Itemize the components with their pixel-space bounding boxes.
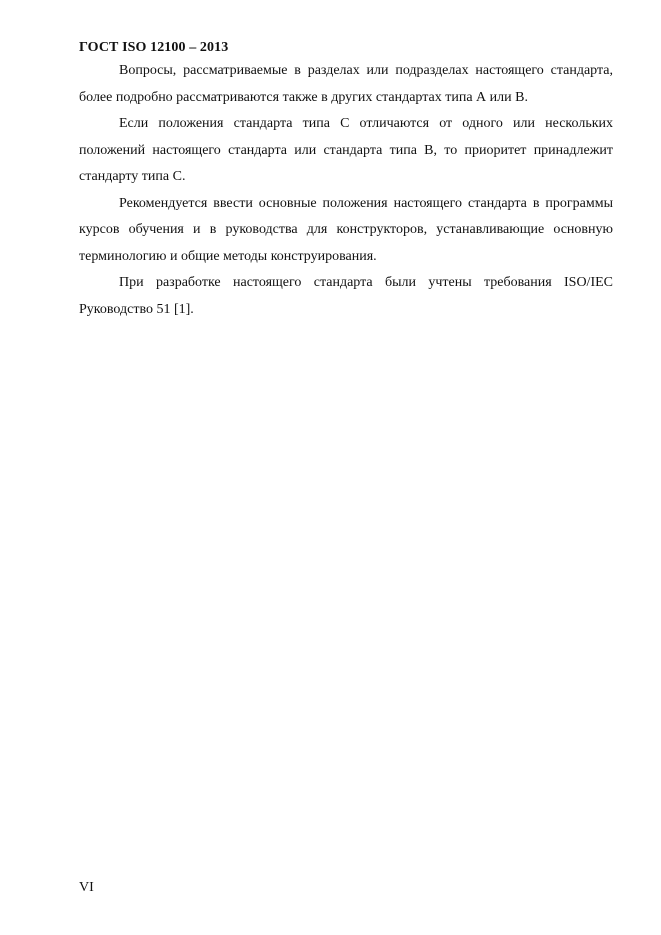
paragraph-4: При разработке настоящего стандарта были учтены требования ISO/IEC Руководство 51 [1]. (79, 275, 613, 317)
document-header: ГОСТ ISO 12100 – 2013 (79, 40, 229, 55)
paragraph-3: Рекомендуется ввести основные положения настоящего стандарта в программы курсов обучения и в руководства для конструкторов, устанавливающие основную терминологию и общие методы конструирования. (79, 195, 613, 264)
paragraph-2: Если положения стандарта типа С отличаются от одного или нескольких положений настоящего стандарта или стандарта типа В, то приоритет принадлежит стандарту типа С. (79, 116, 613, 184)
paragraph-1: Вопросы, рассматриваемые в разделах или подразделах настоящего стандарта, более подробно рассматриваются также в других стандартах типа А или В. (79, 63, 613, 105)
document-body (79, 58, 613, 323)
page-number: VI (79, 880, 94, 895)
